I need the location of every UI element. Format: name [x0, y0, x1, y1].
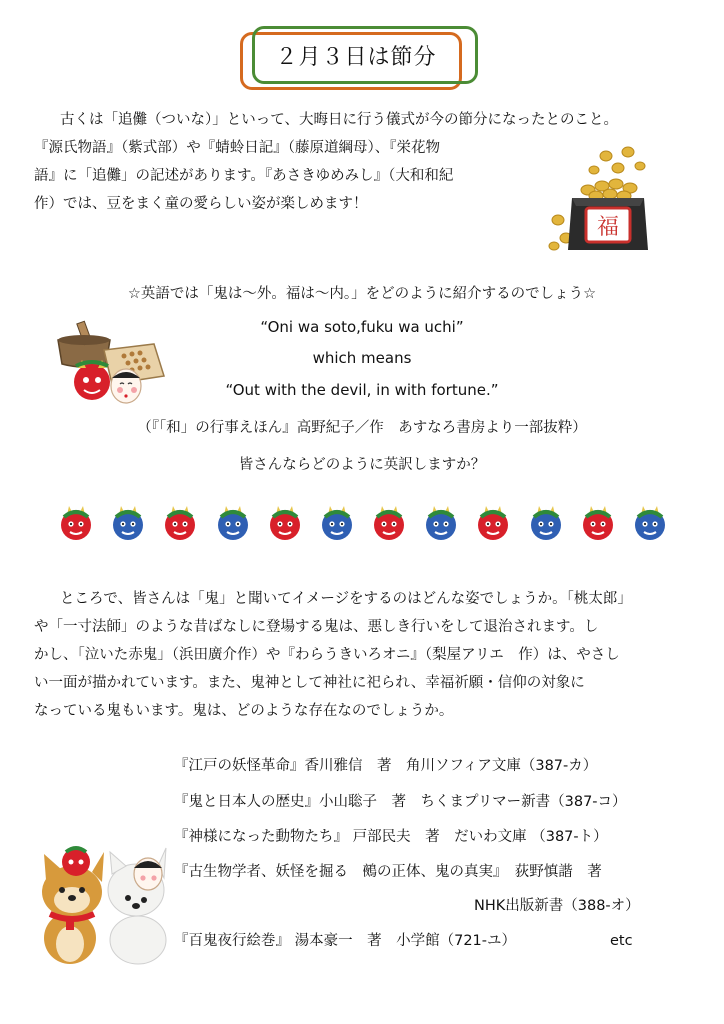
english-quote-2: “Out with the devil, in with fortune.”	[225, 381, 499, 399]
book-item-publisher: NHK出版新書（388-オ）	[474, 898, 640, 914]
english-heading: ☆英語では「鬼は～外。福は～内。」をどのように紹介するのでしょう☆	[127, 286, 597, 302]
source-citation: （『「和」の行事えほん』高野紀子／作 あすなろ書房より一部抜粋）	[137, 420, 587, 436]
english-quote-1: “Oni wa soto,fuku wa uchi”	[260, 318, 464, 336]
blue-oni-face-icon	[529, 505, 563, 541]
body-paragraph	[34, 585, 699, 725]
intro-line-3: 語』に「追儺」の記述があります。『あさきゆめみし』（大和和紀	[34, 168, 454, 184]
body-line-2: や「一寸法師」のような昔ばなしに登場する鬼は、悪しき行いをして退治されます。し	[34, 619, 599, 635]
page-title: ２月３日は節分	[275, 45, 437, 70]
book-item: 『神様になった動物たち』 戸部民夫 著 だいわ文庫 （387-ト）	[174, 829, 608, 845]
red-oni-face-icon	[476, 505, 510, 541]
oni-face-row	[50, 505, 676, 541]
masu-label: 福	[596, 215, 620, 240]
intro-line-4: 作）では、豆をまく童の愛らしい姿が楽しめます！	[34, 196, 368, 212]
body-line-4: い一面が描かれています。また、鬼神として神社に祀られ、幸福祈願・信仰の対象に	[34, 675, 585, 691]
etc-text: etc	[610, 933, 633, 949]
red-oni-face-icon	[163, 505, 197, 541]
red-oni-face-icon	[372, 505, 406, 541]
red-oni-face-icon	[581, 505, 615, 541]
body-line-3: かし、「泣いた赤鬼」（浜田廣介作）や『わらうきいろオニ』（梨屋アリエ 作）は、やさし	[34, 647, 620, 663]
title-frame	[240, 26, 478, 92]
dogs-illustration	[32, 840, 177, 966]
masu-beans-illustration	[548, 146, 668, 258]
body-line-1: ところで、皆さんは「鬼」と聞いてイメージをするのはどんな姿でしょうか。「桃太郎」	[60, 591, 632, 607]
intro-line-1: 古くは「追儺（ついな）」といって、大晦日に行う儀式が今の節分になったとのこと。	[60, 112, 618, 128]
book-item: 『鬼と日本人の歴史』小山聡子 著 ちくまプリマー新書（387-コ）	[174, 794, 627, 810]
red-oni-face-icon	[268, 505, 302, 541]
blue-oni-face-icon	[424, 505, 458, 541]
book-item: 『江戸の妖怪革命』香川雅信 著 角川ソフィア文庫（387-カ）	[174, 758, 598, 774]
intro-line-2: 『源氏物語』（紫式部）や『蜻蛉日記』（藤原道綱母）、『栄花物	[34, 140, 440, 156]
book-item: 『百鬼夜行絵巻』 湯本豪一 著 小学館（721-ユ）	[174, 933, 517, 949]
blue-oni-face-icon	[320, 505, 354, 541]
blue-oni-face-icon	[111, 505, 145, 541]
question-text: 皆さんならどのように英訳しますか？	[238, 457, 486, 473]
book-item: 『古生物学者、妖怪を掘る 鵺の正体、鬼の真実』 荻野慎諧 著	[174, 864, 602, 880]
blue-oni-face-icon	[216, 505, 250, 541]
red-oni-face-icon	[59, 505, 93, 541]
setsubun-masks-illustration	[54, 320, 174, 406]
which-means: which means	[312, 349, 412, 367]
body-line-5: なっている鬼もいます。鬼は、どのような存在なのでしょうか。	[34, 703, 454, 719]
blue-oni-face-icon	[633, 505, 667, 541]
